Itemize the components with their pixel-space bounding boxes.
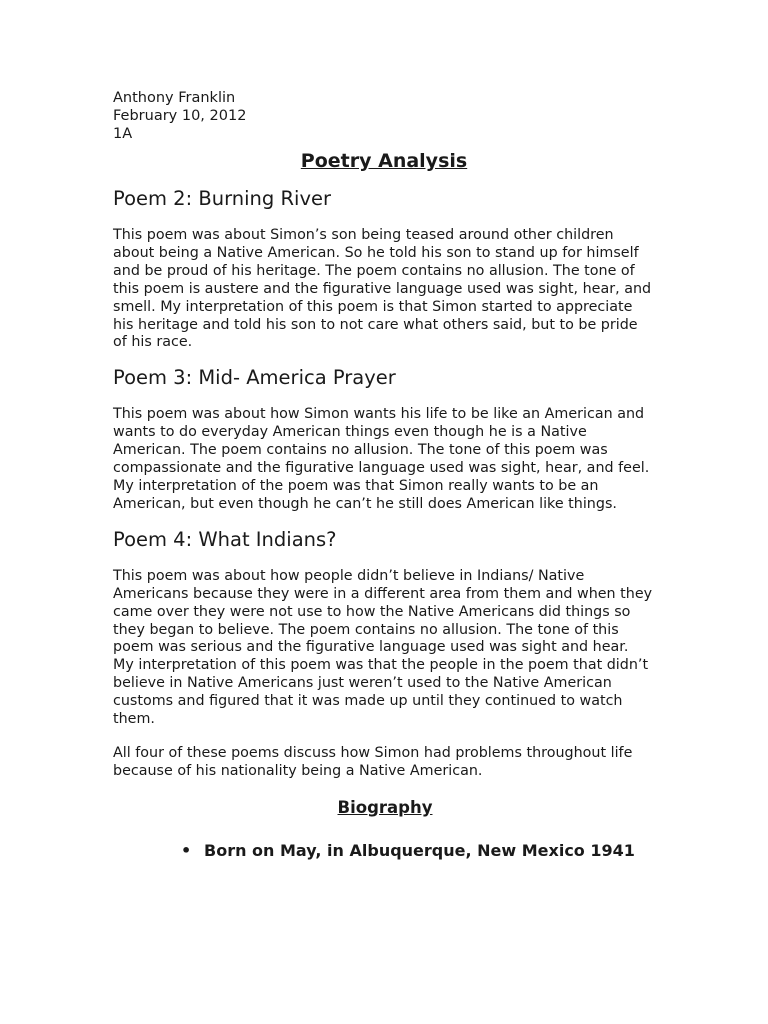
document-title: Poetry Analysis [300,150,468,172]
author-name: Anthony Franklin [113,90,236,106]
list-item [113,841,653,861]
poem-section-1 [113,187,653,352]
poem-section-3 [113,528,653,729]
biography-heading: Biography [337,797,433,817]
conclusion-paragraph: All four of these poems discuss how Simon had problems throughout life because of his nationality being a Native American. [113,744,633,779]
section-heading: Poem 4: What Indians? [113,527,337,551]
section-heading: Poem 3: Mid- America Prayer [113,366,396,390]
section-body: This poem was about how Simon wants his life to be like an American and wants to do everyday American things even though he is a Native American. The poem contains no allusion. The tone of this poem was compassionate and the figurative language used was sight, hear, and feel. My interpretation of the poem was that Simon really wants to be an American, but even though he can’t he still does American like things. [113,406,650,512]
document-date: February 10, 2012 [113,108,247,124]
section-heading: Poem 2: Burning River [113,187,332,210]
document-header [113,89,653,143]
document-page [113,89,653,861]
poem-section-2 [113,366,653,513]
section-body: This poem was about Simon’s son being teased around other children about being a Native American. So he told his son to stand up for himself and be proud of his heritage. The poem contains no allusion. The tone of this poem is austere and the figurative language used was sight, hear, and smell. My interpretation of this poem is that Simon started to appreciate his heritage and told his son to not care what others said, but to be pride of his race. [113,227,652,351]
bullet-icon: • [181,840,192,860]
list-item-text: Born on May, in Albuquerque, New Mexico 1941 [204,840,635,860]
class-period: 1A [113,126,133,142]
biography-list [113,841,653,861]
section-body: This poem was about how people didn’t believe in Indians/ Native Americans because they were in a different area from them and when they came over they were not use to how the Native Americans did things so they began to believe. The poem contains no allusion. The tone of this poem was serious and the figurative language used was sight and hear. My interpretation of this poem was that the people in the poem that didn’t believe in Native Americans just weren’t used to the Native American customs and figured that it was made up until they continued to watch them. [113,567,653,728]
